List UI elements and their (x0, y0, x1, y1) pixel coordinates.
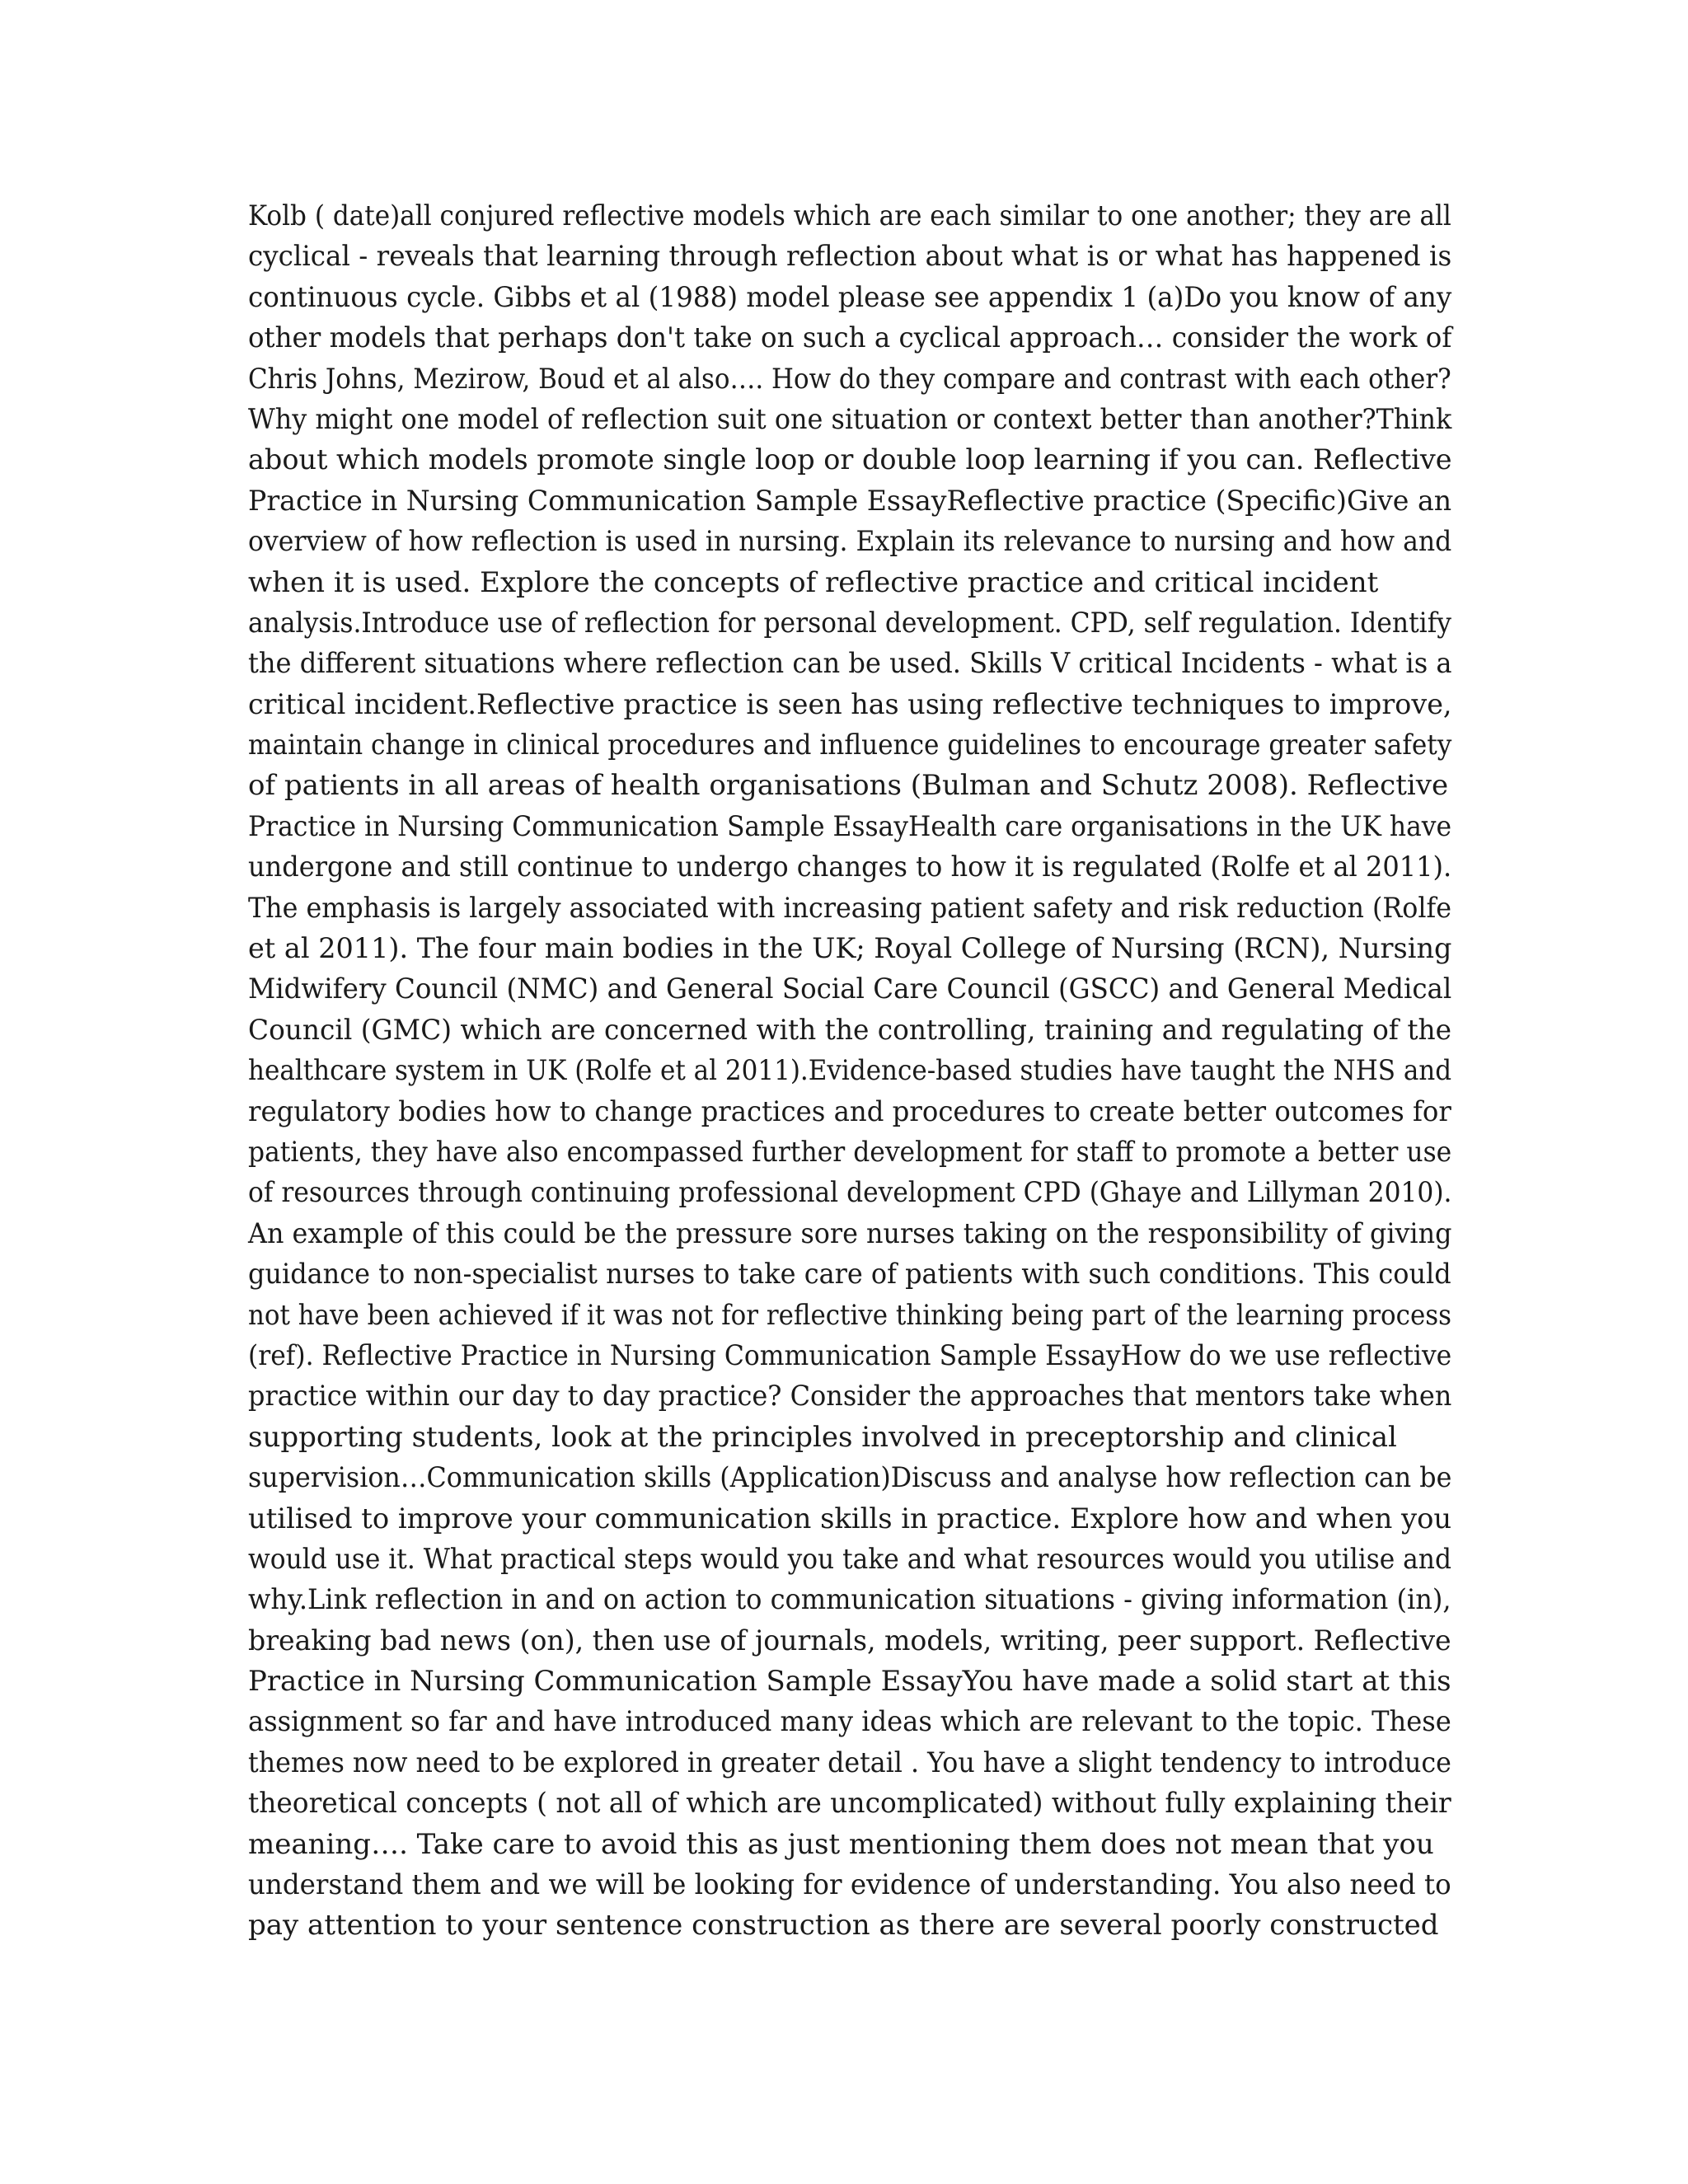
text-line: assignment so far and have introduced many ideas which are relevant to the topic. These (248, 1705, 1451, 1739)
text-line: overview of how reflection is used in nursing. Explain its relevance to nursing and how and (248, 525, 1452, 559)
text-line: breaking bad news (on), then use of journals, models, writing, peer support. Reflective (248, 1624, 1451, 1657)
text-line: Practice in Nursing Communication Sample EssayHealth care organisations in the UK have (248, 809, 1452, 843)
text-line: analysis.Introduce use of reflection for personal development. CPD, self regulation. Identify (248, 606, 1452, 640)
text-line: not have been achieved if it was not for reflective thinking being part of the learning process (248, 1298, 1451, 1332)
text-line: other models that perhaps don't take on such a cyclical approach… consider the work of (248, 321, 1452, 355)
text-line: pay attention to your sentence construction as there are several poorly constructed (248, 1909, 1439, 1943)
text-line: Why might one model of reflection suit one situation or context better than another?Think (248, 402, 1452, 436)
text-line: Practice in Nursing Communication Sample EssayReflective practice (Specific)Give an (248, 484, 1452, 518)
text-line: continuous cycle. Gibbs et al (1988) model please see appendix 1 (a)Do you know of any (248, 280, 1452, 314)
text-line: Kolb ( date)all conjured reflective models which are each similar to one another; they are all (248, 199, 1451, 232)
text-line: when it is used. Explore the concepts of reflective practice and critical incident (248, 565, 1379, 599)
text-line: of resources through continuing professional development CPD (Ghaye and Lillyman 2010). (248, 1176, 1452, 1210)
text-line: practice within our day to day practice? Consider the approaches that mentors take when (248, 1380, 1452, 1413)
text-line: why.Link reflection in and on action to communication situations - giving information (in), (248, 1583, 1451, 1617)
text-line: regulatory bodies how to change practices and procedures to create better outcomes for (248, 1094, 1451, 1128)
text-line: et al 2011). The four main bodies in the UK; Royal College of Nursing (RCN), Nursing (248, 932, 1452, 966)
text-line: An example of this could be the pressure sore nurses taking on the responsibility of giving (248, 1216, 1452, 1250)
text-line: would use it. What practical steps would you take and what resources would you utilise and (248, 1542, 1451, 1576)
text-line: The emphasis is largely associated with increasing patient safety and risk reduction (Rolfe (248, 891, 1452, 925)
text-line: supporting students, look at the principles involved in preceptorship and clinical (248, 1420, 1397, 1454)
text-line: Chris Johns, Mezirow, Boud et al also…. How do they compare and contrast with each other? (248, 362, 1451, 396)
text-line: Council (GMC) which are concerned with the controlling, training and regulating of the (248, 1013, 1452, 1047)
text-line: (ref). Reflective Practice in Nursing Communication Sample EssayHow do we use reflective (248, 1338, 1452, 1372)
text-line: maintain change in clinical procedures and influence guidelines to encourage greater safety (248, 729, 1452, 762)
text-line: undergone and still continue to undergo changes to how it is regulated (Rolfe et al 2011). (248, 851, 1452, 884)
text-line: understand them and we will be looking for evidence of understanding. You also need to (248, 1868, 1451, 1902)
text-line: of patients in all areas of health organisations (Bulman and Schutz 2008). Reflective (248, 769, 1449, 803)
text-line: guidance to non-specialist nurses to take care of patients with such conditions. This could (248, 1258, 1451, 1291)
text-line: supervision…Communication skills (Application)Discuss and analyse how reflection can be (248, 1461, 1452, 1495)
text-line: meaning…. Take care to avoid this as just mentioning them does not mean that you (248, 1827, 1434, 1861)
text-line: utilised to improve your communication skills in practice. Explore how and when you (248, 1502, 1452, 1535)
text-line: theoretical concepts ( not all of which are uncomplicated) without fully explaining their (248, 1787, 1451, 1821)
text-line: the different situations where reflection can be used. Skills V critical Incidents - what is a (248, 647, 1452, 681)
text-line: themes now need to be explored in greater detail . You have a slight tendency to introduce (248, 1746, 1451, 1779)
text-line: Midwifery Council (NMC) and General Social Care Council (GSCC) and General Medical (248, 972, 1452, 1006)
text-line: about which models promote single loop or double loop learning if you can. Reflective (248, 443, 1452, 477)
text-line: patients, they have also encompassed further development for staff to promote a better use (248, 1135, 1452, 1169)
text-line: Practice in Nursing Communication Sample EssayYou have made a solid start at this (248, 1665, 1451, 1699)
text-line: cyclical - reveals that learning through reflection about what is or what has happened is (248, 240, 1452, 274)
text-line: critical incident.Reflective practice is seen has using reflective techniques to improve, (248, 687, 1452, 721)
text-line: healthcare system in UK (Rolfe et al 2011).Evidence-based studies have taught the NHS and (248, 1054, 1452, 1088)
body-text (248, 196, 1451, 1947)
